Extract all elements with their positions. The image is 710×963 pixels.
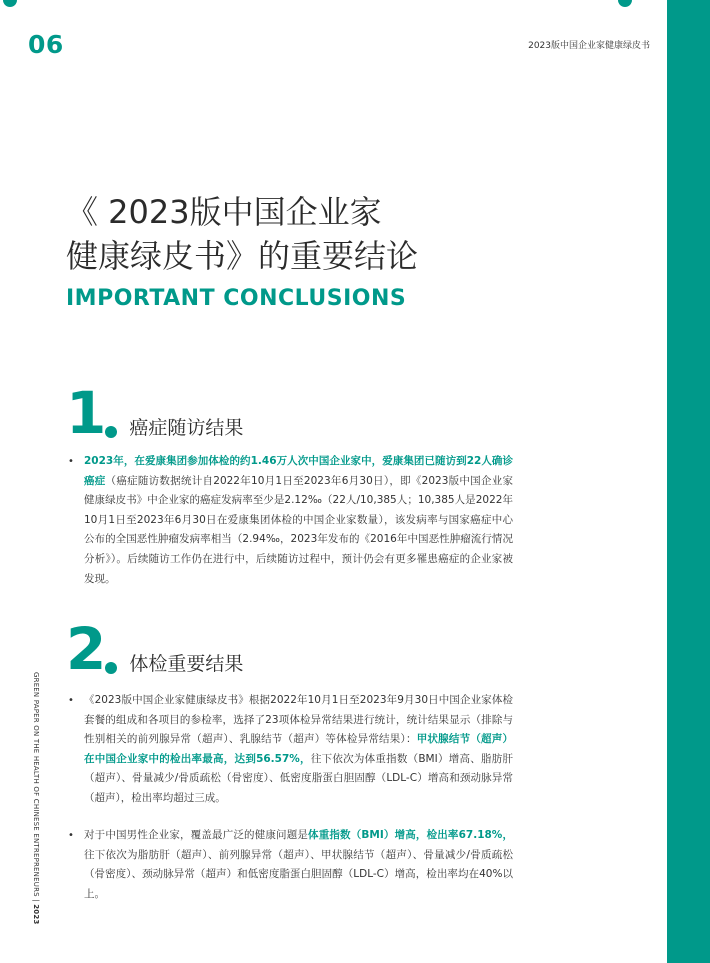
bullet-highlight: 甲状腺结节（超声）在中国企业家中的检出率最高，达到56.57%， [84,733,514,765]
bullet-highlight: 体重指数（BMI）增高，检出率67.18%， [308,829,514,841]
bullet-text [84,826,513,904]
running-header: 2023版中国企业家健康绿皮书 [528,41,650,51]
section-1-bullet-1 [68,452,513,589]
section-1-heading [66,379,244,447]
section-2-bullet-1 [68,691,513,809]
bullet-rest: 往下依次为脂肪肝（超声）、前列腺异常（超声）、甲状腺结节（超声）、骨量减少/骨质疏松（骨密度）、颈动脉异常（超声）和低密度脂蛋白胆固醇（LDL-C）增高，检出率均在40%以上。 [84,848,513,900]
bullet-rest: （癌症随访数据统计自2022年10月1日至2023年6月30日），即《2023版中国企业家健康绿皮书》中企业家的癌症发病率至少是2.12‰（22人/10,385人；10,385人是2022年10月1日至2023年6月30日在爱康集团体检的中国企业家数量），该发病率与国家癌症中心公布的全国恶性肿瘤发病率相当（2.94‰，2023年发布的《2016年中国恶性肿瘤流行情况分析》）。后续随访工作仍在进行中，后续随访过程中，预计仍会有更多罹患癌症的企业家被发现。 [84,474,514,585]
section-2-heading [66,615,244,683]
side-label-year: 2023 [32,904,40,925]
top-left-dot [3,0,17,7]
bullet-pre: 对于中国男性企业家，覆盖最广泛的健康问题是 [84,829,309,841]
title-english: IMPORTANT CONCLUSIONS [66,286,407,311]
section-1-dot [105,426,117,438]
bullet-text [84,452,513,589]
bullet-marker: • [68,695,74,706]
bullet-marker: • [68,456,74,467]
bullet-rest: 往下依次为体重指数（BMI）增高、脂肪肝（超声）、骨量减少/骨质疏松（骨密度）、低密度脂蛋白胆固醇（LDL-C）增高和颈动脉异常（超声），检出率均超过三成。 [84,752,513,804]
side-label-separator: | [32,899,40,902]
bullet-marker: • [68,830,74,841]
section-2-number: 2 [66,615,105,683]
title-block [66,190,418,311]
top-right-dot [618,0,632,7]
title-line-2: 健康绿皮书》的重要结论 [66,237,419,275]
section-2-bullet-2 [68,826,513,904]
page-number: 06 [28,30,64,59]
right-accent-band [667,0,710,963]
section-2-title: 体检重要结果 [129,653,244,675]
side-label [32,672,40,925]
section-1-number: 1 [66,379,105,447]
bullet-text [84,691,513,809]
section-1-title: 癌症随访结果 [129,417,244,439]
side-label-text: GREEN PAPER ON THE HEALTH OF CHINESE ENTREPRENEURS [32,672,40,897]
section-2-dot [105,662,117,674]
bullet-highlight: 2023年，在爱康集团参加体检的约1.46万人次中国企业家中，爱康集团已随访到22人确诊癌症 [84,455,513,487]
title-line-1: 《 2023版中国企业家 [66,193,382,231]
bullet-pre: 《2023版中国企业家健康绿皮书》根据2022年10月1日至2023年9月30日中国企业家体检套餐的组成和各项目的参检率，选择了23项体检异常结果进行统计，统计结果显示（排除与性别相关的前列腺异常（超声）、乳腺结节（超声）等体检异常结果）： [84,694,513,746]
